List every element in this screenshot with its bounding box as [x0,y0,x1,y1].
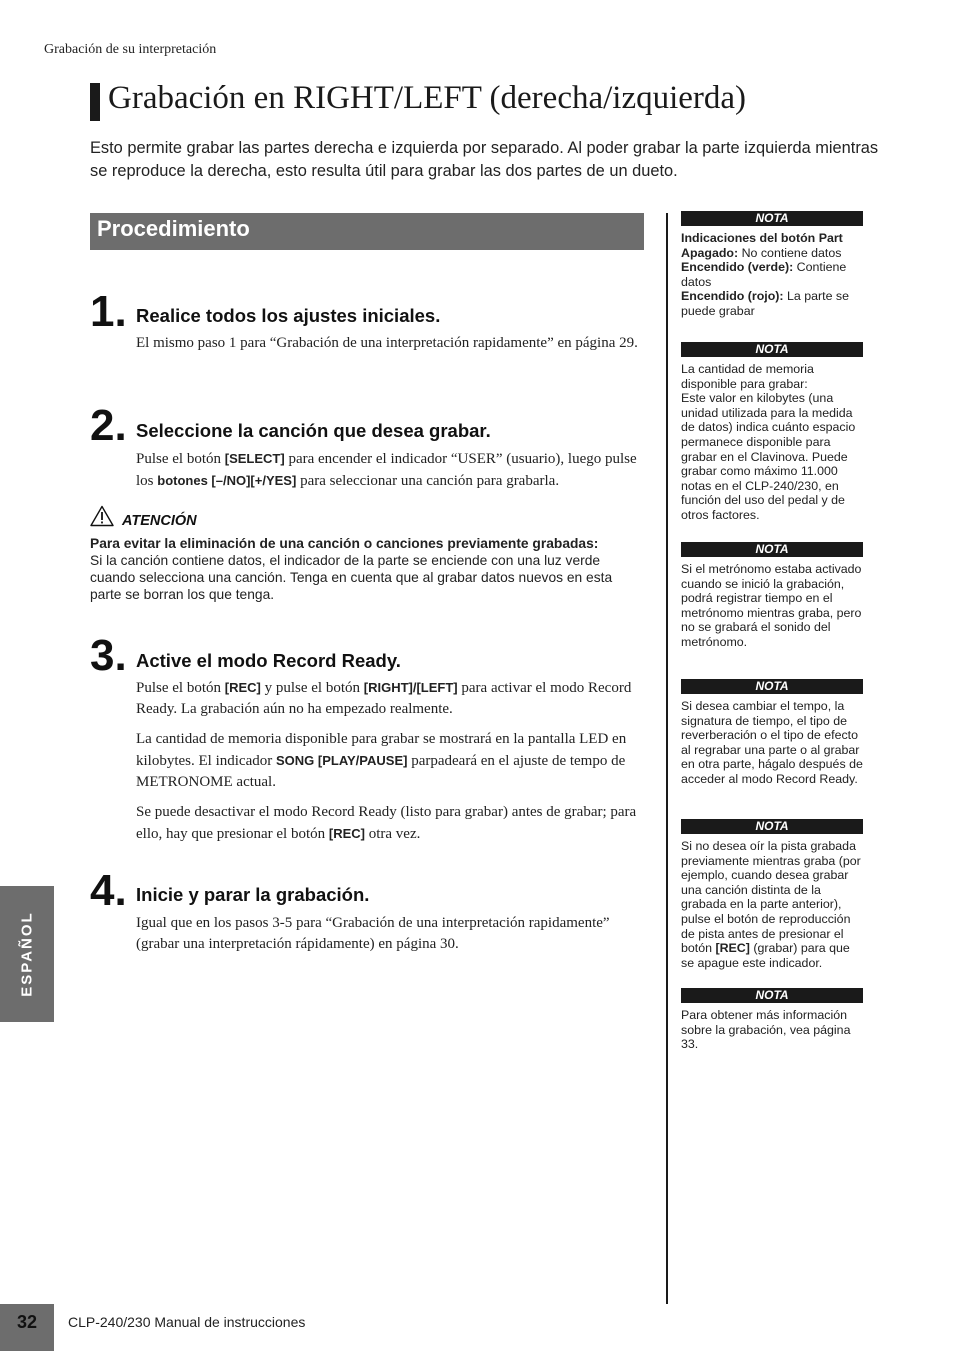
note-label: NOTA [681,211,863,226]
title-accent-bar [90,83,100,121]
step-3-heading: Active el modo Record Ready. [136,650,401,671]
step-3-text-1: Pulse el botón [REC] y pulse el botón [RIGHT]/[LEFT] para activar el modo Record Ready. La grabación aún no ha empezado realmente. [136,680,632,717]
step-1-body [136,333,646,363]
column-divider [666,213,668,1304]
step-3-text-2: La cantidad de memoria disponible para grabar se mostrará en la pantalla LED en kilobytes. El indicador SONG [PLAY/PAUSE] parpadeará en el ajuste de tempo de METRONOME actual. [136,731,627,790]
step-2-text: Pulse el botón [SELECT] para encender el indicador “USER” (usuario), luego pulse los botones [–/NO][+/YES] para seleccionar una canción para grabarla. [136,451,637,489]
intro-paragraph: Esto permite grabar las partes derecha e izquierda por separado. Al poder grabar la parte izquierda mientras se reproduce la derecha, esto resulta útil para grabar las dos partes de un dueto. [90,139,879,180]
step-1-number: 1. [90,287,127,336]
note-memory: NOTA La cantidad de memoria disponible para grabar: Este valor en kilobytes (una unidad utilizada para la medida de datos) indica cuánto espacio permanece disponible para grabar en el Clavinova. Puede grabar como máximo 11.000 notas en el CLP-240/230, en función del uso del pedal y de otros factores. [681,342,863,523]
note-label: NOTA [681,819,863,834]
section-title: Procedimiento [97,216,250,241]
note-label: NOTA [681,542,863,557]
note-part-indicators: NOTA Indicaciones del botón Part Apagado: No contiene datos Encendido (verde): Contiene datos Encendido (rojo): La parte se puede grabar [681,211,863,319]
note-label: NOTA [681,342,863,357]
caution-body: Si la canción contiene datos, el indicador de la parte se enciende con una luz verde cuando selecciona una canción. Tenga en cuenta que al grabar datos nuevos en esta parte se borran los que tenga. [90,553,613,602]
step-2-number: 2. [90,401,127,450]
caution-label: ATENCIÓN [122,513,197,529]
note-label: NOTA [681,988,863,1003]
caution-lead: Para evitar la eliminación de una canción o canciones previamente grabadas: [90,536,599,551]
running-head: Grabación de su interpretación [44,42,217,57]
step-3-body [136,677,646,854]
step-3-text-3: Se puede desactivar el modo Record Ready (listo para grabar) antes de grabar; para ello, hay que presionar el botón [REC] otra vez. [136,804,637,842]
step-1-text: El mismo paso 1 para “Grabación de una interpretación rapidamente” en página 29. [136,335,638,351]
footer-manual-title: CLP-240/230 Manual de instrucciones [68,1314,306,1330]
step-4-number: 4. [90,866,127,915]
step-1-heading: Realice todos los ajustes iniciales. [136,305,441,326]
step-4-text: Igual que en los pasos 3-5 para “Grabación de una interpretación rapidamente” (grabar una interpretación rápidamente) en página 30. [136,915,610,952]
page-number: 32 [16,1312,38,1332]
note-label: NOTA [681,679,863,694]
note-more-info: NOTA Para obtener más información sobre la grabación, vea página 33. [681,988,863,1052]
warning-icon [90,505,114,527]
note-track-mute: NOTA Si no desea oír la pista grabada previamente mientras graba (por ejemplo, cuando desea grabar una canción distinta de la grabada en la parte anterior), pulse el botón de reproducción de pista antes de presionar el botón [REC] (grabar) para que se apague este indicador. [681,819,863,970]
step-2-heading: Seleccione la canción que desea grabar. [136,420,491,441]
step-4-heading: Inicie y parar la grabación. [136,884,370,905]
caution-block [90,535,645,603]
page-title: Grabación en RIGHT/LEFT (derecha/izquierda) [108,80,747,116]
step-4-body [136,913,646,964]
step-3-number: 3. [90,631,127,680]
note-metronome: NOTA Si el metrónomo estaba activado cuando se inició la grabación, podrá registrar tiempo en el metrónomo mientras graba, pero no se grabará el sonido del metrónomo. [681,542,862,649]
step-2-body [136,448,646,501]
note-tempo: NOTA Si desea cambiar el tempo, la signatura de tiempo, el tipo de reverberación o el tipo de efecto al regrabar una parte o al grabar en otra parte, hágalo después de acceder al modo Record Ready. [681,679,863,786]
language-tab-label: ESPAÑOL [18,911,36,997]
